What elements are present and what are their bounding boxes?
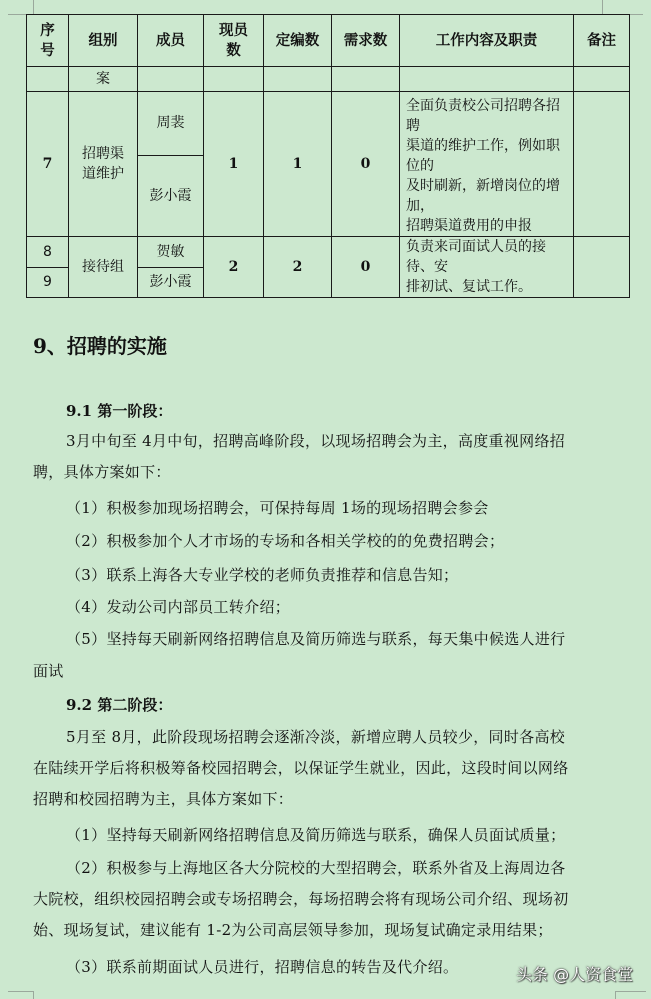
section-title: 9、招聘的实施	[33, 334, 167, 358]
note-cell	[574, 92, 630, 237]
group-tail: 案	[69, 67, 138, 92]
quota-count: 1	[264, 92, 332, 237]
phase2-item-2: （2）积极参与上海地区各大分院校的大型招聘会，联系外省及上海周边各 大院校，组织校园招聘会或专场招聘会，每场招聘会将有现场公司介绍、现场初 始、现场复试，建议能有 1-2为公司高层领导参加，现场复试确定录用结果；	[33, 859, 569, 939]
staffing-table	[26, 14, 630, 298]
phase1-item-5: （5）坚持每天刷新网络招聘信息及简历筛选与联系，每天集中候选人进行	[66, 630, 566, 648]
duty-cell: 全面负责校公司招聘各招聘 渠道的维护工作，例如职位的 及时刷新，新增岗位的增加， 招聘渠道费用的申报	[400, 92, 574, 237]
phase1-item-3: （3）联系上海各大专业学校的老师负责推荐和信息告知；	[66, 566, 459, 584]
current-count: 1	[204, 92, 264, 237]
phase1-title: 9.1 第一阶段：	[66, 402, 173, 420]
member-cell: 彭小霞	[138, 155, 204, 236]
member-cell: 彭小霞	[138, 267, 204, 298]
demand-count: 0	[332, 237, 400, 298]
duty-cell: 负责来司面试人员的接待、安 排初试、复试工作。	[400, 237, 574, 298]
phase2-item-3: （3）联系前期面试人员进行，招聘信息的转告及代介绍。	[66, 958, 459, 976]
table-row-8	[27, 237, 630, 268]
group-cell: 招聘渠 道维护	[69, 92, 138, 237]
phase1-item-5-cont: 面试	[33, 662, 64, 680]
member-cell: 贺敏	[138, 237, 204, 268]
page-corner-mark-top-left	[8, 0, 34, 15]
header-seq: 序 号	[27, 15, 69, 67]
demand-count: 0	[332, 92, 400, 237]
seq-cell: 8	[27, 237, 69, 268]
watermark: 头条 @人资食堂	[516, 965, 634, 984]
phase2-intro: 5月至 8月，此阶段现场招聘会逐渐冷淡，新增应聘人员较少，同时各高校 在陆续开学后将积极筹备校园招聘会，以保证学生就业，因此，这段时间以网络 招聘和校园招聘为主，具体方案如下：	[33, 728, 569, 808]
current-count: 2	[204, 237, 264, 298]
header-duties: 工作内容及职责	[400, 15, 574, 67]
header-demand: 需求数	[332, 15, 400, 67]
phase2-item-1: （1）坚持每天刷新网络招聘信息及简历筛选与联系，确保人员面试质量；	[66, 826, 566, 844]
quota-count: 2	[264, 237, 332, 298]
table-row-continuation	[27, 67, 630, 92]
group-cell: 接待组	[69, 237, 138, 298]
seq-cell: 9	[27, 267, 69, 298]
phase1-intro: 3月中旬至 4月中旬，招聘高峰阶段，以现场招聘会为主，高度重视网络招 聘，具体方案如下：	[33, 432, 566, 481]
header-group: 组别	[69, 15, 138, 67]
header-quota: 定编数	[264, 15, 332, 67]
phase1-item-2: （2）积极参加个人才市场的专场和各相关学校的的免费招聘会；	[66, 532, 505, 550]
phase1-item-4: （4）发动公司内部员工转介绍；	[66, 598, 291, 616]
note-cell	[574, 237, 630, 298]
header-current: 现员 数	[204, 15, 264, 67]
phase1-item-1: （1）积极参加现场招聘会，可保持每周 1场的现场招聘会参会	[66, 499, 489, 517]
phase2-title: 9.2 第二阶段：	[66, 696, 173, 714]
header-notes: 备注	[574, 15, 630, 67]
page-corner-mark-top-right	[602, 0, 643, 15]
table-header-row	[27, 15, 630, 67]
table-row-7	[27, 92, 630, 156]
seq-cell: 7	[27, 92, 69, 237]
member-cell: 周裴	[138, 92, 204, 156]
header-members: 成员	[138, 15, 204, 67]
